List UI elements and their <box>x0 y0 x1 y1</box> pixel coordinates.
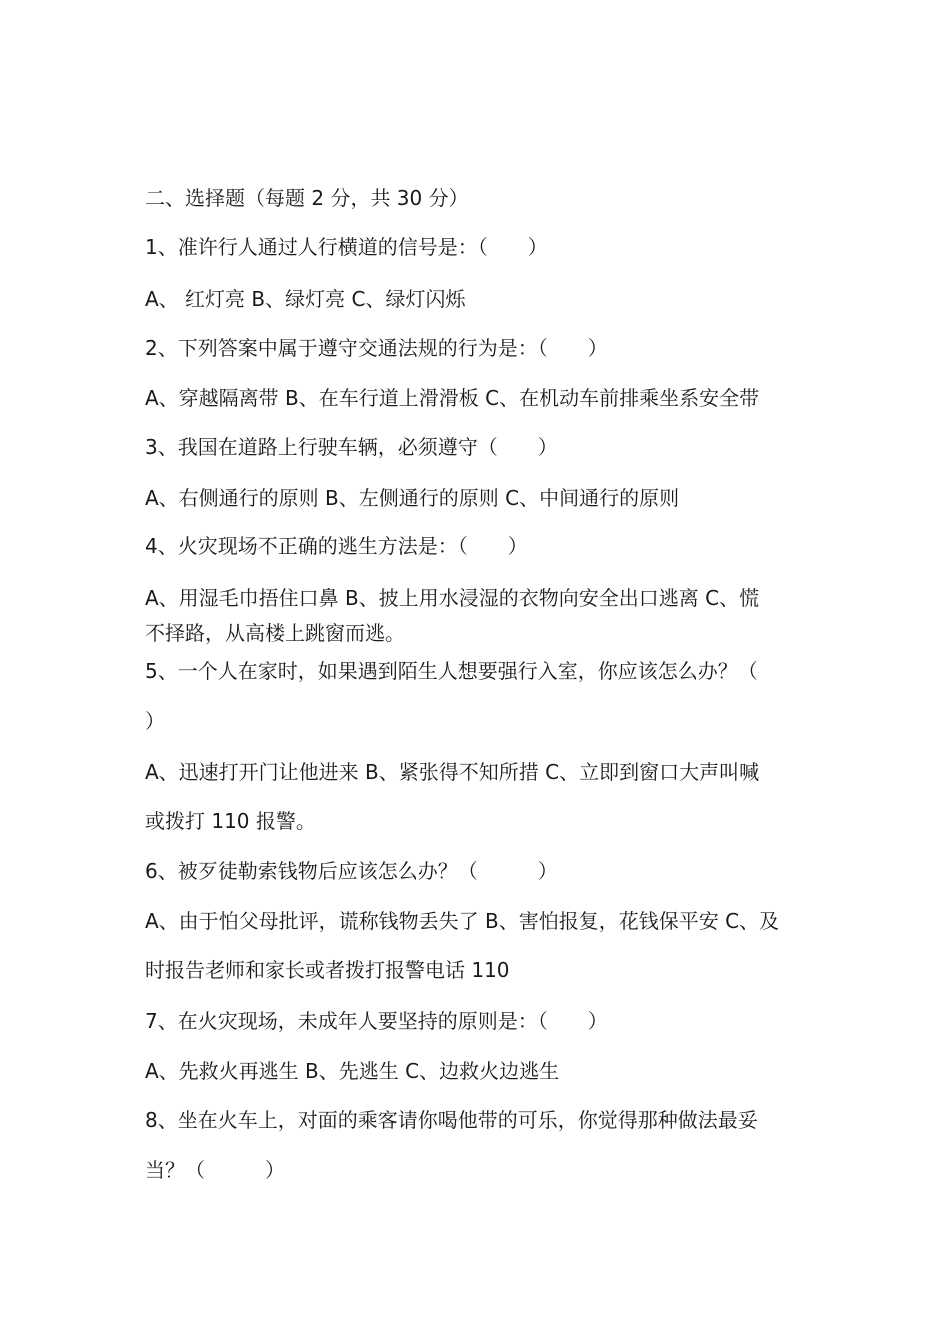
question-5-options: A、迅速打开门让他进来 B、紧张得不知所措 C、立即到窗口大声叫喊 <box>145 760 760 784</box>
question-1: 1、准许行人通过人行横道的信号是：（ ） <box>145 235 548 259</box>
question-3: 3、我国在道路上行驶车辆，必须遵守（ ） <box>145 435 558 459</box>
question-1-options: A、 红灯亮 B、绿灯亮 C、绿灯闪烁 <box>145 287 466 311</box>
question-4-options: A、用湿毛巾捂住口鼻 B、披上用水浸湿的衣物向安全出口逃离 C、慌 <box>145 586 760 610</box>
question-8-cont: 当？（ ） <box>145 1158 285 1182</box>
question-5: 5、一个人在家时，如果遇到陌生人想要强行入室，你应该怎么办？（ <box>145 659 758 683</box>
question-7: 7、在火灾现场，未成年人要坚持的原则是：（ ） <box>145 1009 608 1033</box>
question-6: 6、被歹徒勒索钱物后应该怎么办？（ ） <box>145 859 558 883</box>
question-2-options: A、穿越隔离带 B、在车行道上滑滑板 C、在机动车前排乘坐系安全带 <box>145 386 760 410</box>
question-2: 2、下列答案中属于遵守交通法规的行为是：（ ） <box>145 336 608 360</box>
question-5-options-cont: 或拨打 110 报警。 <box>145 809 316 833</box>
question-7-options: A、先救火再逃生 B、先逃生 C、边救火边逃生 <box>145 1059 560 1083</box>
question-8: 8、坐在火车上，对面的乘客请你喝他带的可乐，你觉得那种做法最妥 <box>145 1108 758 1132</box>
question-4-options-cont: 不择路，从高楼上跳窗而逃。 <box>145 621 405 645</box>
question-6-options-cont: 时报告老师和家长或者拨打报警电话 110 <box>145 958 510 982</box>
question-6-options: A、由于怕父母批评，谎称钱物丢失了 B、害怕报复，花钱保平安 C、及 <box>145 909 780 933</box>
section-title: 二、选择题（每题 2 分，共 30 分） <box>145 186 469 210</box>
question-3-options: A、右侧通行的原则 B、左侧通行的原则 C、中间通行的原则 <box>145 486 680 510</box>
question-5-cont: ） <box>145 709 165 733</box>
question-4: 4、火灾现场不正确的逃生方法是：（ ） <box>145 534 528 558</box>
